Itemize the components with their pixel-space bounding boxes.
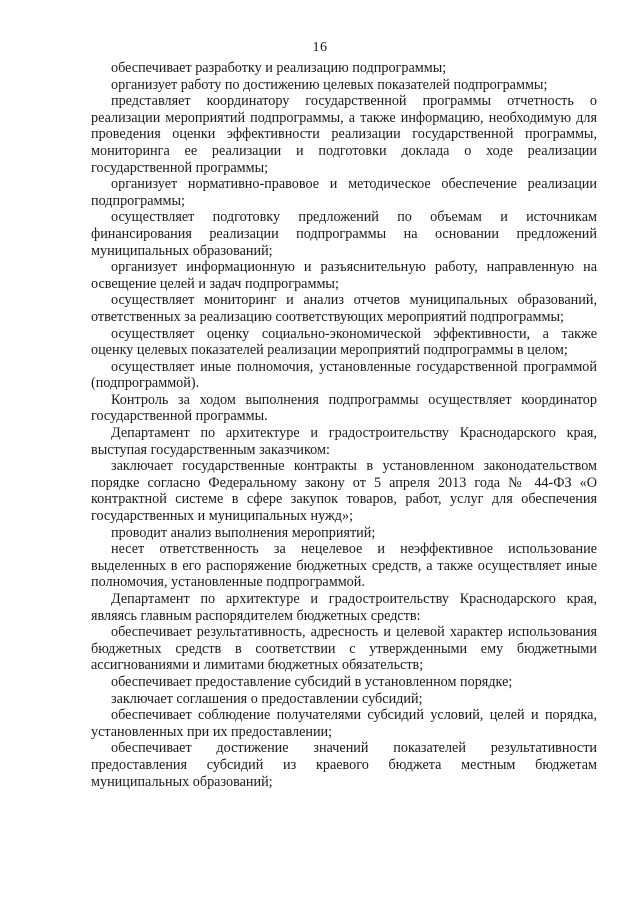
paragraph-3: представляет координатору государственной программы отчетность о реализации мероприятий подпрограммы, а также информацию, необходимую для проведения оценки эффективности реализации государственной программы, мониторинга ее реализации и подготовки доклада о ходе реализации государственной программы; [91, 93, 597, 176]
paragraph-13: проводит анализ выполнения мероприятий; [111, 524, 376, 541]
paragraph-10: Контроль за ходом выполнения подпрограммы осуществляет координатор государственной программы. [91, 391, 597, 425]
paragraph-2: организует работу по достижению целевых показателей подпрограммы; [111, 76, 548, 93]
paragraph-20: обеспечивает достижение значений показателей результативности предоставления субсидий из краевого бюджета местным бюджетам муниципальных образований; [91, 740, 597, 790]
paragraph-11: Департамент по архитектуре и градостроительству Краснодарского края, выступая государственным заказчиком: [91, 425, 597, 458]
paragraph-19: обеспечивает соблюдение получателями субсидий условий, целей и порядка, установленных при их предоставлении; [91, 707, 597, 740]
paragraph-17: обеспечивает предоставление субсидий в установленном порядке; [111, 673, 513, 690]
paragraph-18: заключает соглашения о предоставлении субсидий; [111, 690, 423, 707]
paragraph-14: несет ответственность за нецелевое и неэффективное использование выделенных в его распоряжение бюджетных средств, а также осуществляет иные полномочия, установленные подпрограммой. [91, 541, 597, 591]
paragraph-1: обеспечивает разработку и реализацию подпрограммы; [111, 60, 447, 76]
paragraph-15: Департамент по архитектуре и градостроительству Краснодарского края, являясь главным распорядителем бюджетных средств: [91, 591, 597, 624]
paragraph-6: организует информационную и разъяснительную работу, направленную на освещение целей и задач подпрограммы; [91, 259, 597, 292]
document-body [91, 60, 597, 790]
paragraph-5: осуществляет подготовку предложений по объемам и источникам финансирования реализации подпрограммы на основании предложений муниципальных образований; [91, 209, 597, 259]
paragraph-4: организует нормативно-правовое и методическое обеспечение реализации подпрограммы; [91, 176, 597, 209]
paragraph-12: заключает государственные контракты в установленном законодательством порядке согласно Федеральному закону от 5 апреля 2013 года № 44-ФЗ «О контрактной системе в сфере закупок товаров, работ, услуг для обеспечения государственных и муниципальных нужд»; [91, 458, 597, 525]
paragraph-9: осуществляет иные полномочия, установленные государственной программой (подпрограммой). [91, 358, 597, 392]
page-number: 16 [312, 40, 328, 55]
paragraph-16: обеспечивает результативность, адресность и целевой характер использования бюджетных средств в соответствии с утвержденными ему бюджетными ассигнованиями и лимитами бюджетных обязательств; [91, 624, 597, 674]
paragraph-7: осуществляет мониторинг и анализ отчетов муниципальных образований, ответственных за реализацию соответствующих мероприятий подпрограммы; [91, 292, 597, 325]
paragraph-8: осуществляет оценку социально-экономической эффективности, а также оценку целевых показателей реализации мероприятий подпрограммы в целом; [91, 325, 597, 359]
